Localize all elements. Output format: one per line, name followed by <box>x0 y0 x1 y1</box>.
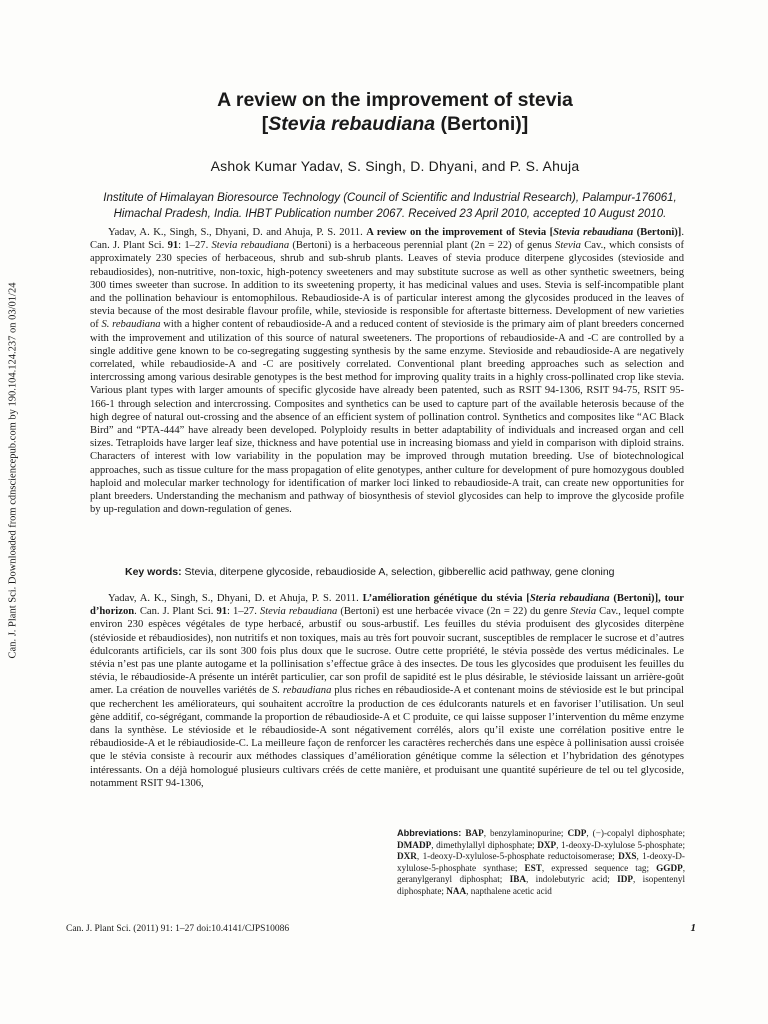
citation-title: A review on the improvement of Stevia [Stevia rebaudiana (Bertoni)] <box>366 227 682 238</box>
affiliation-line-1: Institute of Himalayan Bioresource Technology (Council of Scientific and Industrial Research), Palampur-176061, <box>103 192 677 204</box>
citation-journal: . Can. J. Plant Sci. <box>134 606 217 618</box>
abstract-genus: Stevia <box>570 606 597 618</box>
abstract-species: Stevia rebaudiana <box>259 606 338 618</box>
abstract-english <box>90 226 684 516</box>
citation-pages: : 1–27. <box>178 240 212 252</box>
abbreviation-definition: , expressed sequence tag; <box>541 862 657 873</box>
citation-pages: : 1–27. <box>227 606 260 618</box>
abbreviation-definition: , 1-deoxy-D-xylulose-5-phosphate synthase; <box>397 851 685 873</box>
abbreviation-term: CDP <box>567 828 587 838</box>
abbreviation-definition: , dimethylallyl diphosphate; <box>431 839 538 850</box>
keywords-text: Stevia, diterpene glycoside, rebaudioside A, selection, gibberellic acid pathway, gene cloning <box>181 566 615 578</box>
abbreviations-label: Abbreviations: <box>397 828 462 838</box>
abstract-species: S. rebaudiana <box>101 319 161 331</box>
abbreviation-definition: , isopentenyl diphosphate; <box>397 874 685 896</box>
abbreviations-box <box>397 828 685 898</box>
abbreviation-definition: , geranylgeranyl diphosphat; <box>397 862 685 885</box>
affiliation-line-2: Himachal Pradesh, India. IHBT Publication number 2067. Received 23 April 2010, accepted 10 August 2010. <box>113 208 667 220</box>
download-watermark <box>4 250 22 690</box>
abbreviation-term: DXS <box>618 851 637 862</box>
abbreviations-list <box>397 828 685 896</box>
citation-volume: 91 <box>216 606 228 618</box>
abstract-text: (Bertoni) est une herbacée vivace (2n = 22) du genre <box>337 606 571 618</box>
title-species: Stevia rebaudiana <box>268 113 436 135</box>
abstract-genus: Stevia <box>555 240 581 252</box>
title-authority: (Bertoni)] <box>435 113 529 135</box>
abbreviation-term: IDP <box>617 874 633 885</box>
abbreviation-definition: , napthalene acetic acid <box>466 885 552 896</box>
abbreviation-definition: , benzylaminopurine; <box>483 828 568 838</box>
affiliation <box>60 190 720 222</box>
abstract-text: Cav., which consists of approximately 230 species of herbaceous, shrub and sub-shrub plants. Leaves of stevia produce diterpene glycosides (stevioside and rebaudiosides), non-nutritive, non-toxic, high-potency sweeteners and may substitute sucrose as well as other synthetic sweetners, being 300 times sweeter than sucrose. In addition to its sweetening property, it has medicinal values and uses. Stevia is self-incompatible plant and the pollination behaviour is entomophilous. Rebaudioside-A is of particular interest among the glycosides produced in the leaves of stevia because of the most desirable flavour profile, while, stevioside is responsible for aftertaste bitterness. Development of new varieties of <box>90 240 684 331</box>
download-watermark-text: Can. J. Plant Sci. Downloaded from cdnsciencepub.com by 190.104.124.237 on 03/01/24 <box>7 282 19 658</box>
abstract-species: S. rebaudiana <box>272 685 332 697</box>
abstract-text: Cav., lequel compte environ 230 espèces végétales de type herbacé, arbustif ou sous-arbustif. Les feuilles du stévia produisent des glycosides diterpène (stévioside et rébaudiosides), non nutritifs et non toxiques, mais au très fort pouvoir sucrant, susceptibles de remplacer le sucrose et d’autres édulcorants artificiels, car ils sont 300 fois plus doux que le sucrose. Outre cette propriété, le stévia possède des vertus médicinales. Le stévia n’est pas une plante autogame et la pollinisation s’effectue grâce à des insectes. De tous les glycosides que produisent les feuilles du stévia, le rébaudioside-A présente un intérêt particulier, car son profil de sapidité est le plus désirable, le stévioside laissant un arrière-goût amer. La création de nouvelles variétés de <box>90 606 684 697</box>
title-bracket: [ <box>261 113 269 135</box>
abstract-text: (Bertoni) is a herbaceous perennial plant (2n = 22) of genus <box>289 240 556 252</box>
keywords-label: Key words: <box>125 566 182 578</box>
abbreviation-term: DXR <box>397 851 417 862</box>
footer-citation: Can. J. Plant Sci. (2011) 91: 1–27 doi:10.4141/CJPS10086 <box>66 924 290 934</box>
citation-authors: Yadav, A. K., Singh, S., Dhyani, D. et Ahuja, P. S. 2011. <box>108 593 363 604</box>
citation-title: L’amélioration génétique du stévia [Steria rebaudiana (Bertoni)], tour d’horizon <box>90 593 684 618</box>
article-title <box>110 88 680 136</box>
abstract-species: Stevia rebaudiana <box>211 240 290 252</box>
citation-volume: 91 <box>167 240 179 252</box>
abbreviation-term: EST <box>524 862 542 873</box>
abbreviation-definition: , 1-deoxy-D-xylulose 5-phosphate; <box>556 839 686 850</box>
abbreviation-term: DXP <box>537 839 557 850</box>
page-number: 1 <box>690 922 696 934</box>
keywords <box>125 566 685 578</box>
abstract-french <box>90 592 684 790</box>
author-list: Ashok Kumar Yadav, S. Singh, D. Dhyani, and P. S. Ahuja <box>210 158 580 174</box>
abbreviation-term: IBA <box>509 874 526 885</box>
abbreviation-term: GGDP <box>656 862 683 873</box>
abbreviation-definition: , indolebutyric acid; <box>526 874 618 885</box>
abstract-text: with a higher content of rebaudioside-A and a reduced content of stevioside is the primary aim of plant breeders concerned with the improvement and utilization of this source of natural sweeteners. The proportions of rebaudioside-A and -C are controlled by a single additive gene known to be co-segregating suggesting synthesis by the same enzyme. Stevioside and rebaudioside-A are negatively correlated, while rebaudioside-A and -C are positively correlated. Conventional plant breeding approaches such as selection and intercrossing among various desirable genotypes is the best method for improving quality traits in a highly cross-pollinated crop like stevia. Various plant types with larger amounts of specific glycoside have already been patented, such as RSIT 94-1306, RSIT 94-75, RSIT 95-166-1 through selection and intercrossing. Composites and synthetics can be used to capture part of the available heterosis because of the high degree of natural out-crossing and the absence of an efficient system of pollination control. Synthetics and composites like “AC Black Bird” and “PTA-444” have already been developed. Polyploidy results in better adaptability of individuals and increased organ and cell sizes. Tetraploids have larger leaf size, thickness and have potential use in increasing biomass and yield in comparison with diploid strains. Characters of interest with low variability in the population may be improved through mutation breeding. Use of biotechnological approaches, such as tissue culture for the mass propagation of elite genotypes, anther culture for development of pure homozygous doubled haploid and molecular marker technology for identification of marker loci linked to rebaudioside-A trait, can create new opportunities for plant breeders. Understanding the mechanism and pathway of biosynthesis of steviol glycosides can help to improve the glycoside profile by up-regulation and down-regulation of genes. <box>90 319 685 516</box>
abstract-text: plus riches en rébaudioside-A et contenant moins de stévioside est le but principal que recherchent les améliorateurs, qui souhaitent accroître la production de ces édulcorants naturels et en favoriser l’utilisation. Un seul gène additif, co-ségrégant, commande la proportion de rébaudioside-A et C produite, ce qui laisse supposer l’intervention du même enzyme dans la synthèse. Le stévioside et le rébaudioside-A sont négativement corrélés, alors qu’il existe une corrélation positive entre le rébaudioside-A et le rébiaudioside-C. La meilleure façon de renforcer les caractères recherchés dans une espèce à pollinisation aussi croisée que le stévia consiste à recourir aux méthodes classiques d’amélioration génétique comme la sélection et l’hybridation des génotypes intéressants. On a déjà homologué plusieurs cultivars créés de cette manière, et produisant une quantité supérieure de tel ou tel glycoside, notamment RSIT 94-1306, <box>90 685 684 789</box>
title-line-2 <box>110 112 680 136</box>
citation-journal: . Can. J. Plant Sci. <box>90 227 684 252</box>
citation-authors: Yadav, A. K., Singh, S., Dhyani, D. and Ahuja, P. S. 2011. <box>108 227 367 238</box>
abbreviation-term: BAP <box>465 828 484 838</box>
abbreviation-term: NAA <box>446 885 467 896</box>
title-line-1: A review on the improvement of stevia <box>217 89 573 111</box>
abbreviation-definition: , (−)-copalyl diphosphate; <box>586 828 685 838</box>
abbreviation-definition: , 1-deoxy-D-xylulose-5-phosphate reductoisomerase; <box>416 851 619 862</box>
abbreviation-term: DMADP <box>397 839 432 850</box>
